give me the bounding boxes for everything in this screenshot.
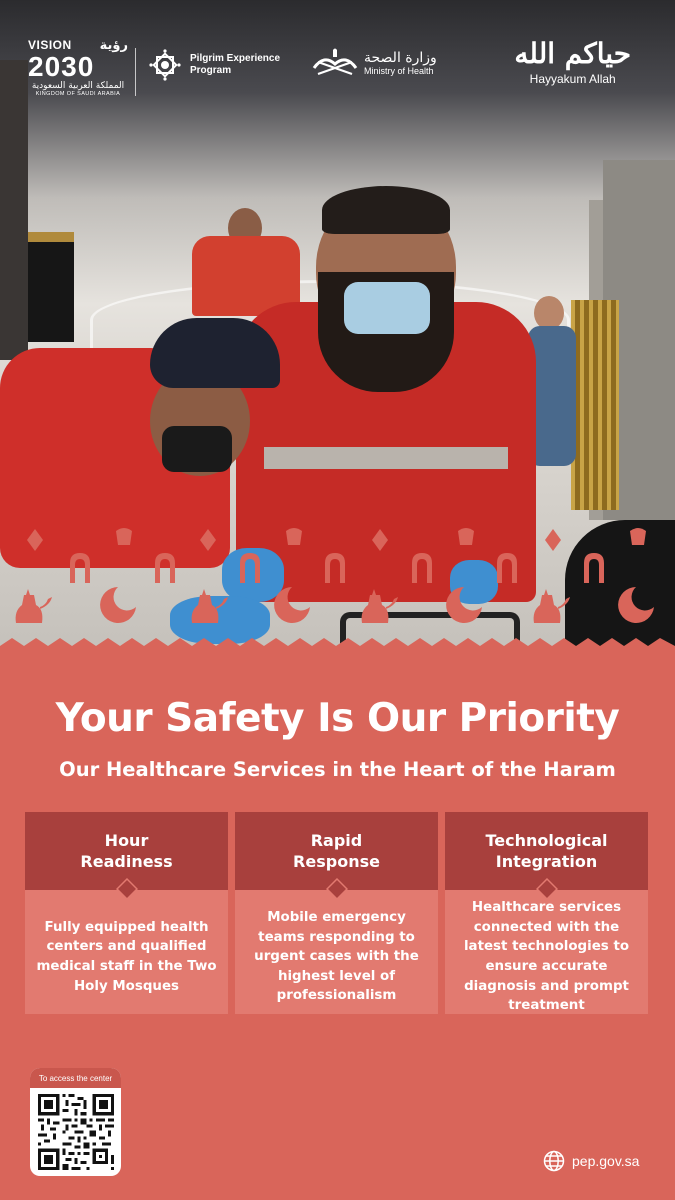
- vision-2030-logo: [28, 38, 128, 97]
- vision-word-ar: رؤية: [99, 38, 128, 53]
- hayyakum-en: Hayyakum Allah: [529, 72, 616, 86]
- card-body: Fully equipped health centers and qualified medical staff in the Two Holy Mosques: [25, 890, 228, 1014]
- service-card-readiness: [25, 812, 228, 1014]
- card-body: Mobile emergency teams responding to urgent cases with the highest level of professionalism: [235, 890, 438, 1014]
- vision-kingdom-en: KINGDOM OF SAUDI ARABIA: [35, 91, 121, 97]
- ministry-of-health-logo: [312, 48, 437, 78]
- website-url[interactable]: pep.gov.sa: [572, 1153, 640, 1169]
- logo-bar: [0, 0, 675, 110]
- vision-kingdom-ar: المملكة العربية السعودية: [31, 81, 125, 91]
- service-card-response: [235, 812, 438, 1014]
- page-subtitle: Our Healthcare Services in the Heart of the Haram: [59, 758, 616, 781]
- diamond-icon: [536, 878, 558, 900]
- vision-word: VISION: [28, 38, 72, 52]
- website-link[interactable]: [543, 1150, 639, 1172]
- diamond-icon: [116, 878, 138, 900]
- logo-divider: [135, 48, 136, 96]
- golden-gate: [571, 300, 619, 510]
- page-title: Your Safety Is Our Priority: [55, 696, 620, 741]
- moh-emblem-icon: [312, 48, 358, 78]
- qr-code[interactable]: [38, 1094, 114, 1170]
- pilgrim-program-logo: [148, 48, 282, 82]
- service-card-technology: [445, 812, 648, 1014]
- vision-year: 2030: [28, 51, 95, 82]
- ministry-name-ar: وزارة الصحة: [364, 50, 437, 66]
- card-heading: Rapid Response: [235, 812, 438, 890]
- card-body: Healthcare services connected with the latest technologies to ensure accurate diagnosis and prompt treatment: [445, 890, 648, 1014]
- card-heading: Technological Integration: [445, 812, 648, 890]
- arch-icon: [70, 553, 604, 583]
- ornament-pattern: [0, 525, 675, 635]
- service-cards: [25, 812, 650, 1014]
- card-heading: Hour Readiness: [25, 812, 228, 890]
- pep-star-icon: [148, 48, 182, 82]
- hayyakum-ar: حياكم الله: [514, 37, 631, 70]
- globe-icon: [543, 1150, 565, 1172]
- pilgrim-program-name: Pilgrim Experience Program: [190, 53, 281, 76]
- diamond-icon: [326, 878, 348, 900]
- ministry-name-en: Ministry of Health: [364, 66, 434, 76]
- qr-label: To access the center: [30, 1068, 121, 1088]
- qr-card[interactable]: [30, 1068, 121, 1176]
- zigzag-edge: [0, 628, 675, 662]
- hayyakum-allah-logo: [514, 36, 631, 86]
